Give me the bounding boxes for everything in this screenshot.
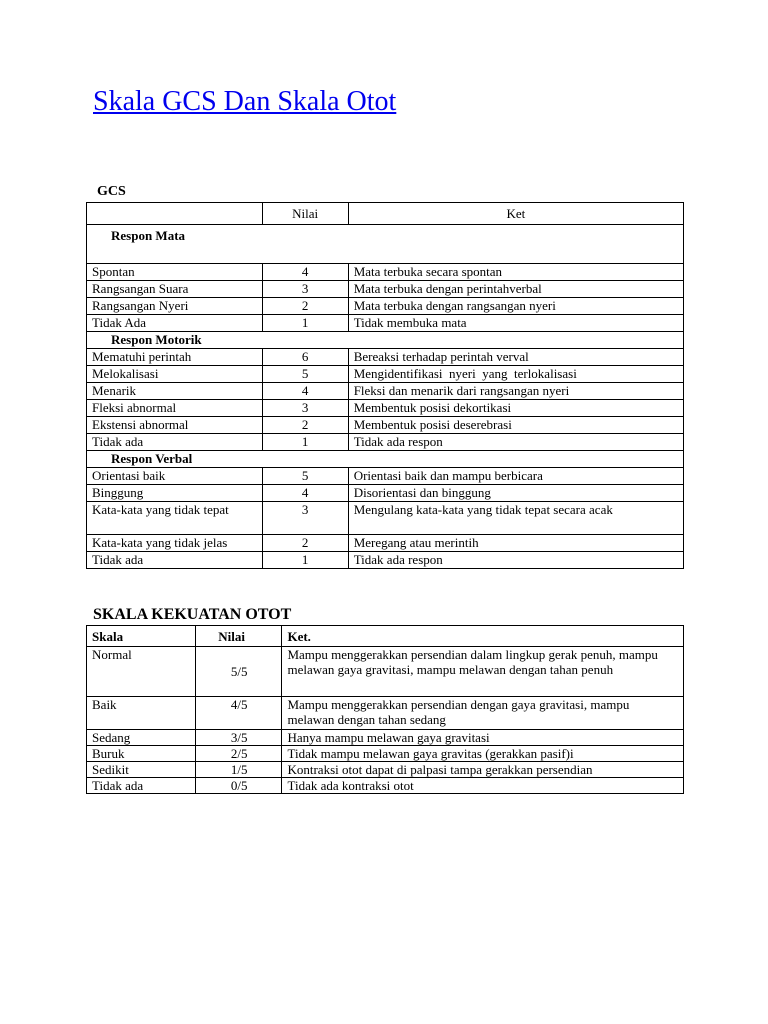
- gcs-cell-nilai: 3: [262, 281, 348, 298]
- otot-header-nilai: Nilai: [196, 626, 282, 647]
- gcs-section-row: [87, 451, 684, 468]
- table-row: [87, 485, 684, 502]
- gcs-cell-ket: Meregang atau merintih: [348, 535, 683, 552]
- gcs-cell-name: Fleksi abnormal: [87, 400, 263, 417]
- table-row: [87, 730, 684, 746]
- otot-cell-ket: Kontraksi otot dapat di palpasi tampa gerakkan persendian: [282, 762, 684, 778]
- gcs-cell-ket: Tidak membuka mata: [348, 315, 683, 332]
- gcs-cell-name: Tidak ada: [87, 552, 263, 569]
- gcs-cell-name: Mematuhi perintah: [87, 349, 263, 366]
- otot-cell-ket: Mampu menggerakkan persendian dengan gaya gravitasi, mampu melawan dengan tahan sedang: [282, 697, 684, 730]
- gcs-cell-ket: Mata terbuka dengan rangsangan nyeri: [348, 298, 683, 315]
- gcs-label: GCS: [97, 184, 126, 199]
- table-row: [87, 366, 684, 383]
- gcs-header-ket: Ket: [348, 203, 683, 225]
- gcs-cell-ket: Disorientasi dan binggung: [348, 485, 683, 502]
- gcs-section-heading: Respon Mata: [87, 225, 684, 264]
- gcs-cell-name: Menarik: [87, 383, 263, 400]
- table-row: [87, 298, 684, 315]
- gcs-cell-name: Spontan: [87, 264, 263, 281]
- gcs-cell-nilai: 3: [262, 502, 348, 535]
- otot-cell-ket: Mampu menggerakkan persendian dalam lingkup gerak penuh, mampu melawan gaya gravitasi, mampu melawan dengan tahan penuh: [282, 647, 684, 697]
- gcs-cell-name: Rangsangan Suara: [87, 281, 263, 298]
- table-row: [87, 417, 684, 434]
- gcs-cell-nilai: 4: [262, 264, 348, 281]
- gcs-cell-name: Tidak Ada: [87, 315, 263, 332]
- otot-section-title: SKALA KEKUATAN OTOT: [93, 606, 292, 623]
- otot-table: [86, 625, 684, 794]
- gcs-cell-nilai: 2: [262, 417, 348, 434]
- otot-cell-nilai: 4/5: [196, 697, 282, 730]
- otot-cell-nilai: 2/5: [196, 746, 282, 762]
- gcs-cell-name: Tidak ada: [87, 434, 263, 451]
- table-row: [87, 400, 684, 417]
- otot-cell-skala: Sedang: [87, 730, 196, 746]
- gcs-cell-nilai: 5: [262, 468, 348, 485]
- gcs-cell-nilai: 4: [262, 383, 348, 400]
- table-row: [87, 315, 684, 332]
- otot-header-ket: Ket.: [282, 626, 684, 647]
- table-row: [87, 383, 684, 400]
- gcs-cell-name: Melokalisasi: [87, 366, 263, 383]
- gcs-cell-nilai: 1: [262, 552, 348, 569]
- gcs-cell-nilai: 1: [262, 315, 348, 332]
- gcs-cell-ket: Tidak ada respon: [348, 552, 683, 569]
- gcs-cell-nilai: 4: [262, 485, 348, 502]
- page-title[interactable]: Skala GCS Dan Skala Otot: [93, 86, 397, 117]
- table-row: [87, 778, 684, 794]
- otot-cell-ket: Tidak ada kontraksi otot: [282, 778, 684, 794]
- table-row: [87, 434, 684, 451]
- otot-cell-skala: Tidak ada: [87, 778, 196, 794]
- gcs-header-row: [87, 203, 684, 225]
- gcs-cell-nilai: 2: [262, 535, 348, 552]
- gcs-cell-ket: Tidak ada respon: [348, 434, 683, 451]
- otot-cell-nilai: 5/5: [196, 647, 282, 697]
- gcs-cell-ket: Orientasi baik dan mampu berbicara: [348, 468, 683, 485]
- otot-cell-skala: Normal: [87, 647, 196, 697]
- gcs-header-nilai: Nilai: [262, 203, 348, 225]
- gcs-cell-nilai: 3: [262, 400, 348, 417]
- table-row: [87, 746, 684, 762]
- gcs-cell-name: Rangsangan Nyeri: [87, 298, 263, 315]
- gcs-cell-nilai: 5: [262, 366, 348, 383]
- table-row: [87, 349, 684, 366]
- gcs-cell-nilai: 1: [262, 434, 348, 451]
- gcs-cell-name: Binggung: [87, 485, 263, 502]
- table-row: [87, 762, 684, 778]
- gcs-cell-name: Kata-kata yang tidak tepat: [87, 502, 263, 535]
- gcs-cell-nilai: 2: [262, 298, 348, 315]
- gcs-cell-ket: Membentuk posisi deserebrasi: [348, 417, 683, 434]
- otot-header-row: [87, 626, 684, 647]
- table-row: [87, 281, 684, 298]
- table-row: [87, 264, 684, 281]
- gcs-cell-ket: Membentuk posisi dekortikasi: [348, 400, 683, 417]
- gcs-header-blank: [87, 203, 263, 225]
- gcs-cell-nilai: 6: [262, 349, 348, 366]
- otot-cell-skala: Buruk: [87, 746, 196, 762]
- gcs-cell-ket: Mengidentifikasi nyeri yang terlokalisasi: [348, 366, 683, 383]
- gcs-section-row: [87, 225, 684, 264]
- otot-cell-skala: Sedikit: [87, 762, 196, 778]
- table-row: [87, 647, 684, 697]
- gcs-cell-ket: Mata terbuka secara spontan: [348, 264, 683, 281]
- gcs-section-row: [87, 332, 684, 349]
- otot-cell-ket: Tidak mampu melawan gaya gravitas (gerakkan pasif)i: [282, 746, 684, 762]
- gcs-section-heading: Respon Verbal: [87, 451, 684, 468]
- otot-cell-nilai: 3/5: [196, 730, 282, 746]
- otot-header-skala: Skala: [87, 626, 196, 647]
- gcs-cell-ket: Mengulang kata-kata yang tidak tepat secara acak: [348, 502, 683, 535]
- otot-cell-ket: Hanya mampu melawan gaya gravitasi: [282, 730, 684, 746]
- gcs-section-heading: Respon Motorik: [87, 332, 684, 349]
- gcs-cell-name: Kata-kata yang tidak jelas: [87, 535, 263, 552]
- gcs-cell-ket: Bereaksi terhadap perintah verval: [348, 349, 683, 366]
- table-row: [87, 552, 684, 569]
- table-row: [87, 697, 684, 730]
- otot-cell-nilai: 1/5: [196, 762, 282, 778]
- gcs-cell-name: Ekstensi abnormal: [87, 417, 263, 434]
- gcs-cell-ket: Mata terbuka dengan perintahverbal: [348, 281, 683, 298]
- table-row: [87, 468, 684, 485]
- otot-cell-skala: Baik: [87, 697, 196, 730]
- gcs-cell-ket: Fleksi dan menarik dari rangsangan nyeri: [348, 383, 683, 400]
- gcs-cell-name: Orientasi baik: [87, 468, 263, 485]
- otot-cell-nilai: 0/5: [196, 778, 282, 794]
- table-row: [87, 535, 684, 552]
- table-row: [87, 502, 684, 535]
- gcs-table: [86, 202, 684, 569]
